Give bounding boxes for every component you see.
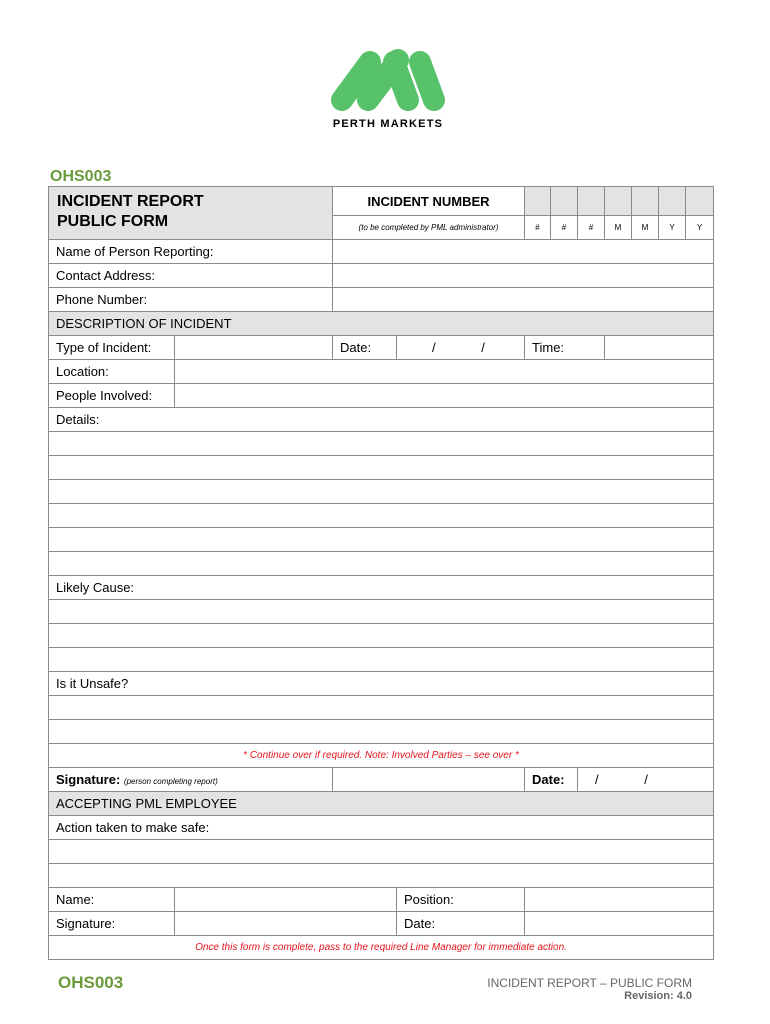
- likely-cause-line[interactable]: [49, 624, 714, 648]
- details-line[interactable]: [49, 528, 714, 552]
- signature-label: [49, 768, 333, 792]
- position-input[interactable]: [525, 888, 714, 912]
- is-it-unsafe-line[interactable]: [49, 696, 714, 720]
- name-label: Name:: [49, 888, 175, 912]
- date-separator: /: [481, 340, 485, 355]
- incident-digit-box[interactable]: [525, 187, 551, 216]
- accepting-header: ACCEPTING PML EMPLOYEE: [49, 792, 714, 816]
- incident-digit-box[interactable]: [659, 187, 686, 216]
- digit-label: #: [578, 216, 605, 240]
- description-header: DESCRIPTION OF INCIDENT: [49, 312, 714, 336]
- likely-cause-line[interactable]: [49, 600, 714, 624]
- location-label: Location:: [49, 360, 175, 384]
- date-label: Date:: [333, 336, 397, 360]
- signature-input[interactable]: [333, 768, 525, 792]
- logo-text: PERTH MARKETS: [332, 118, 444, 130]
- phone-number-label: Phone Number:: [49, 288, 333, 312]
- time-label: Time:: [525, 336, 605, 360]
- people-involved-label: People Involved:: [49, 384, 175, 408]
- digit-label: M: [632, 216, 659, 240]
- details-line[interactable]: [49, 456, 714, 480]
- contact-address-input[interactable]: [333, 264, 714, 288]
- time-input[interactable]: [605, 336, 714, 360]
- is-it-unsafe-line[interactable]: [49, 720, 714, 744]
- signature-note: (person completing report): [123, 777, 218, 786]
- footer-revision: Revision: 4.0: [624, 990, 692, 1002]
- form-code: OHS003: [50, 168, 112, 185]
- incident-number-note: (to be completed by PML administrator): [333, 216, 525, 240]
- signature2-label: Signature:: [49, 912, 175, 936]
- digit-label: #: [525, 216, 551, 240]
- form-title-line1: INCIDENT REPORT: [57, 193, 204, 210]
- signature2-input[interactable]: [175, 912, 397, 936]
- details-line[interactable]: [49, 480, 714, 504]
- incident-digit-box[interactable]: [632, 187, 659, 216]
- action-taken-label: Action taken to make safe:: [49, 816, 714, 840]
- date-separator: /: [595, 772, 599, 787]
- action-taken-line[interactable]: [49, 840, 714, 864]
- digit-label: #: [551, 216, 578, 240]
- date-separator: /: [644, 772, 648, 787]
- position-label: Position:: [397, 888, 525, 912]
- details-line[interactable]: [49, 432, 714, 456]
- name-input[interactable]: [175, 888, 397, 912]
- details-line[interactable]: [49, 552, 714, 576]
- date-input[interactable]: [397, 336, 525, 360]
- complete-note: Once this form is complete, pass to the required Line Manager for immediate action.: [49, 936, 714, 960]
- action-taken-line[interactable]: [49, 864, 714, 888]
- continue-note: * Continue over if required. Note: Involved Parties – see over *: [49, 744, 714, 768]
- people-involved-input[interactable]: [175, 384, 714, 408]
- type-of-incident-input[interactable]: [175, 336, 333, 360]
- likely-cause-line[interactable]: [49, 648, 714, 672]
- incident-digit-box[interactable]: [578, 187, 605, 216]
- incident-digit-box[interactable]: [605, 187, 632, 216]
- incident-number-label: INCIDENT NUMBER: [333, 187, 525, 216]
- location-input[interactable]: [175, 360, 714, 384]
- contact-address-label: Contact Address:: [49, 264, 333, 288]
- name-reporting-input[interactable]: [333, 240, 714, 264]
- date2-input[interactable]: [525, 912, 714, 936]
- name-reporting-label: Name of Person Reporting:: [49, 240, 333, 264]
- digit-label: Y: [686, 216, 714, 240]
- incident-digit-box[interactable]: [551, 187, 578, 216]
- form-title: [49, 187, 333, 240]
- phone-number-input[interactable]: [333, 288, 714, 312]
- incident-digit-box[interactable]: [686, 187, 714, 216]
- perth-markets-logo: [318, 48, 458, 130]
- is-it-unsafe-label: Is it Unsafe?: [49, 672, 714, 696]
- date2-label: Date:: [397, 912, 525, 936]
- likely-cause-label: Likely Cause:: [49, 576, 714, 600]
- footer-title: INCIDENT REPORT – PUBLIC FORM: [487, 976, 692, 990]
- signature-label-text: Signature:: [56, 772, 121, 787]
- details-line[interactable]: [49, 504, 714, 528]
- signature-date-input[interactable]: [578, 768, 714, 792]
- type-of-incident-label: Type of Incident:: [49, 336, 175, 360]
- perth-markets-logo-mark: [328, 48, 448, 112]
- footer-form-code: OHS003: [58, 973, 124, 992]
- details-label: Details:: [49, 408, 714, 432]
- digit-label: M: [605, 216, 632, 240]
- form-title-line2: PUBLIC FORM: [57, 213, 169, 230]
- signature-date-label: Date:: [525, 768, 578, 792]
- date-separator: /: [432, 340, 436, 355]
- digit-label: Y: [659, 216, 686, 240]
- incident-report-form: [48, 186, 713, 960]
